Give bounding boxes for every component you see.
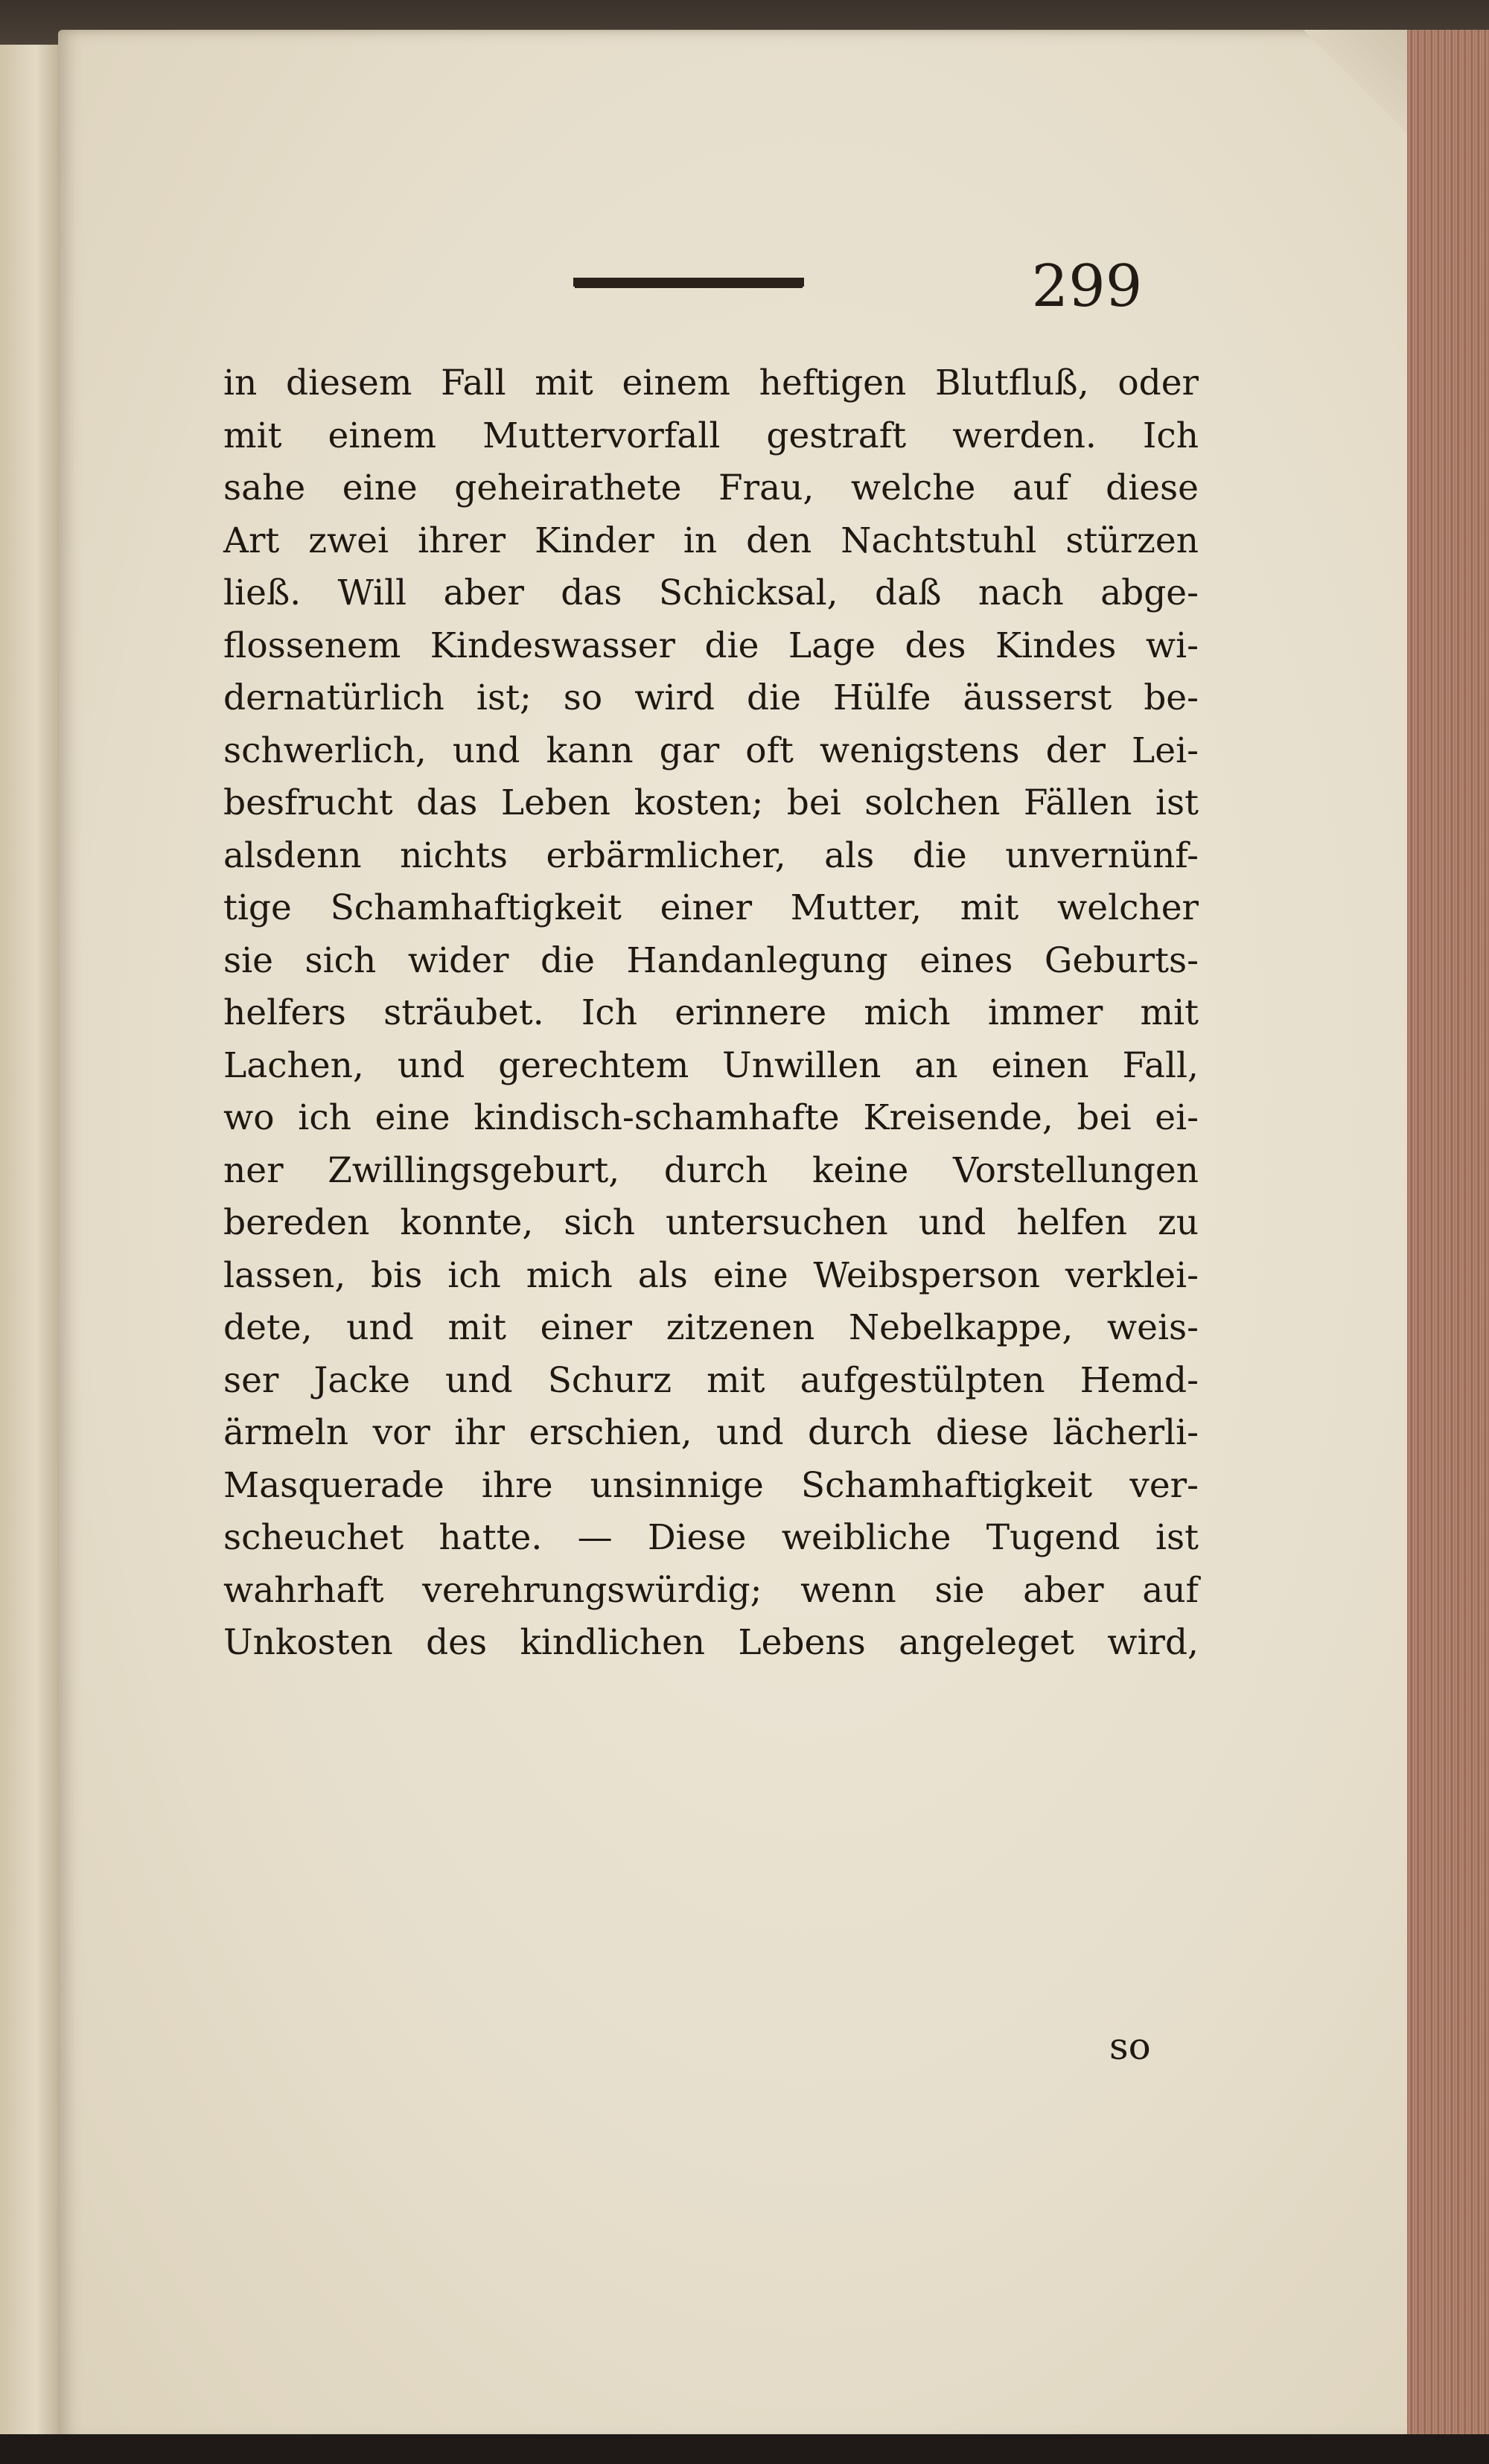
text-line: Masquerade ihre unsinnige Schamhaftigkeit ver- [223,1464,1199,1506]
text-line: dete, und mit einer zitzenen Nebelkappe, weis- [223,1307,1199,1348]
header-rule [573,278,804,287]
scan-background [0,2434,1489,2464]
text-line: Lachen, und gerechtem Unwillen an einen Fall, [223,1044,1199,1086]
text-line: ner Zwillingsgeburt, durch keine Vorstellungen [223,1149,1199,1191]
page-number: 299 [1031,253,1143,320]
text-line: flossenem Kindeswasser die Lage des Kindes wi- [223,625,1199,666]
text-line: alsdenn nichts erbärmlicher, als die unvernünf- [223,834,1199,876]
catchword: so [1109,2025,1151,2068]
body-text [223,357,1199,1670]
text-line: sie sich wider die Handanlegung eines Geburts- [223,939,1199,981]
text-line: mit einem Muttervorfall gestraft werden. Ich [223,415,1199,456]
text-line: dernatürlich ist; so wird die Hülfe äusserst be- [223,677,1199,718]
text-line: helfers sträubet. Ich erinnere mich immer mit [223,992,1199,1033]
text-line: bereden konnte, sich untersuchen und helfen zu [223,1202,1199,1243]
page-stack-edge [1407,30,1489,2442]
text-line: besfrucht das Leben kosten; bei solchen Fällen ist [223,782,1199,823]
text-line: Art zwei ihrer Kinder in den Nachtstuhl stürzen [223,520,1199,561]
text-line: in diesem Fall mit einem heftigen Blutfluß, oder [223,363,1199,403]
text-line: tige Schamhaftigkeit einer Mutter, mit welcher [223,887,1199,928]
text-line: ärmeln vor ihr erschien, und durch diese lächerli- [223,1412,1199,1453]
text-line: schwerlich, und kann gar oft wenigstens der Lei- [223,730,1199,771]
text-line: scheuchet hatte. — Diese weibliche Tugend ist [223,1517,1199,1558]
text-line: ser Jacke und Schurz mit aufgestülpten Hemd- [223,1359,1199,1401]
text-line: wahrhaft verehrungswürdig; wenn sie aber auf [223,1569,1199,1611]
text-line: Unkosten des kindlichen Lebens angeleget wird, [223,1622,1199,1663]
text-line: ließ. Will aber das Schicksal, daß nach abge- [223,572,1199,613]
facing-page-edge [0,45,60,2442]
text-line: sahe eine geheirathete Frau, welche auf diese [223,467,1199,508]
text-line: wo ich eine kindisch-schamhafte Kreisende, bei ei- [223,1097,1199,1138]
page-corner-fold [1304,30,1409,134]
text-line: lassen, bis ich mich als eine Weibsperson verklei- [223,1254,1199,1296]
